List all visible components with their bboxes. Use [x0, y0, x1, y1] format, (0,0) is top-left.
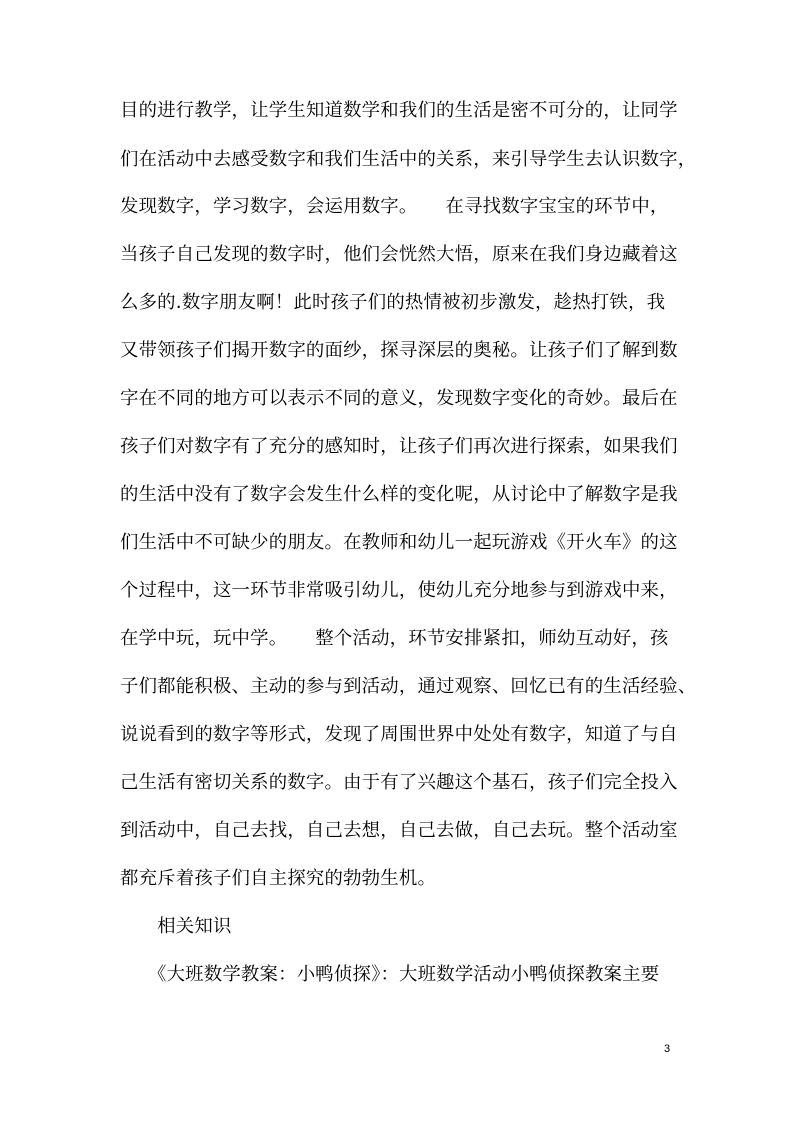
text-line: 个过程中，这一环节非常吸引幼儿，使幼儿充分地参与到游戏中来，: [120, 580, 678, 601]
text-line: 发现数字，学习数字，会运用数字。 在寻找数字宝宝的环节中，: [120, 196, 669, 217]
section-heading: 相关知识: [120, 916, 232, 937]
text-line: 说说看到的数字等形式，发现了周围世界中处处有数字，知道了与自: [120, 724, 678, 745]
text-line: 孩子们对数字有了充分的感知时，让孩子们再次进行探索，如果我们: [120, 436, 678, 457]
text-line: 的生活中没有了数字会发生什么样的变化呢，从讨论中了解数字是我: [120, 484, 678, 505]
text-line: 都充斥着孩子们自主探究的勃勃生机。: [120, 868, 437, 889]
text-line: 们在活动中去感受数字和我们生活中的关系，来引导学生去认识数字，: [120, 149, 697, 170]
text-line: 么多的.数字朋友啊！此时孩子们的热情被初步激发，趁热打铁，我: [120, 292, 666, 313]
text-line: 己生活有密切关系的数字。由于有了兴趣这个基石，孩子们完全投入: [120, 772, 678, 793]
text-line: 子们都能积极、主动的参与到活动，通过观察、回忆已有的生活经验、: [120, 676, 697, 697]
text-line: 当孩子自己发现的数字时，他们会恍然大悟，原来在我们身边藏着这: [120, 244, 678, 265]
page-number: 3: [664, 1043, 671, 1055]
text-line: 们生活中不可缺少的朋友。在教师和幼儿一起玩游戏《开火车》的这: [120, 532, 678, 553]
text-line: 又带领孩子们揭开数字的面纱，探寻深层的奥秘。让孩子们了解到数: [120, 340, 678, 361]
text-line: 到活动中，自己去找，自己去想，自己去做，自己去玩。整个活动室: [120, 820, 678, 841]
text-line: 《大班数学教案：小鸭侦探》：大班数学活动小鸭侦探教案主要: [120, 964, 660, 985]
text-line: 在学中玩，玩中学。 整个活动，环节安排紧扣，师幼互动好，孩: [120, 628, 669, 649]
text-line: 目的进行教学，让学生知道数学和我们的生活是密不可分的，让同学: [120, 100, 678, 121]
text-line: 字在不同的地方可以表示不同的意义，发现数字变化的奇妙。最后在: [120, 388, 678, 409]
